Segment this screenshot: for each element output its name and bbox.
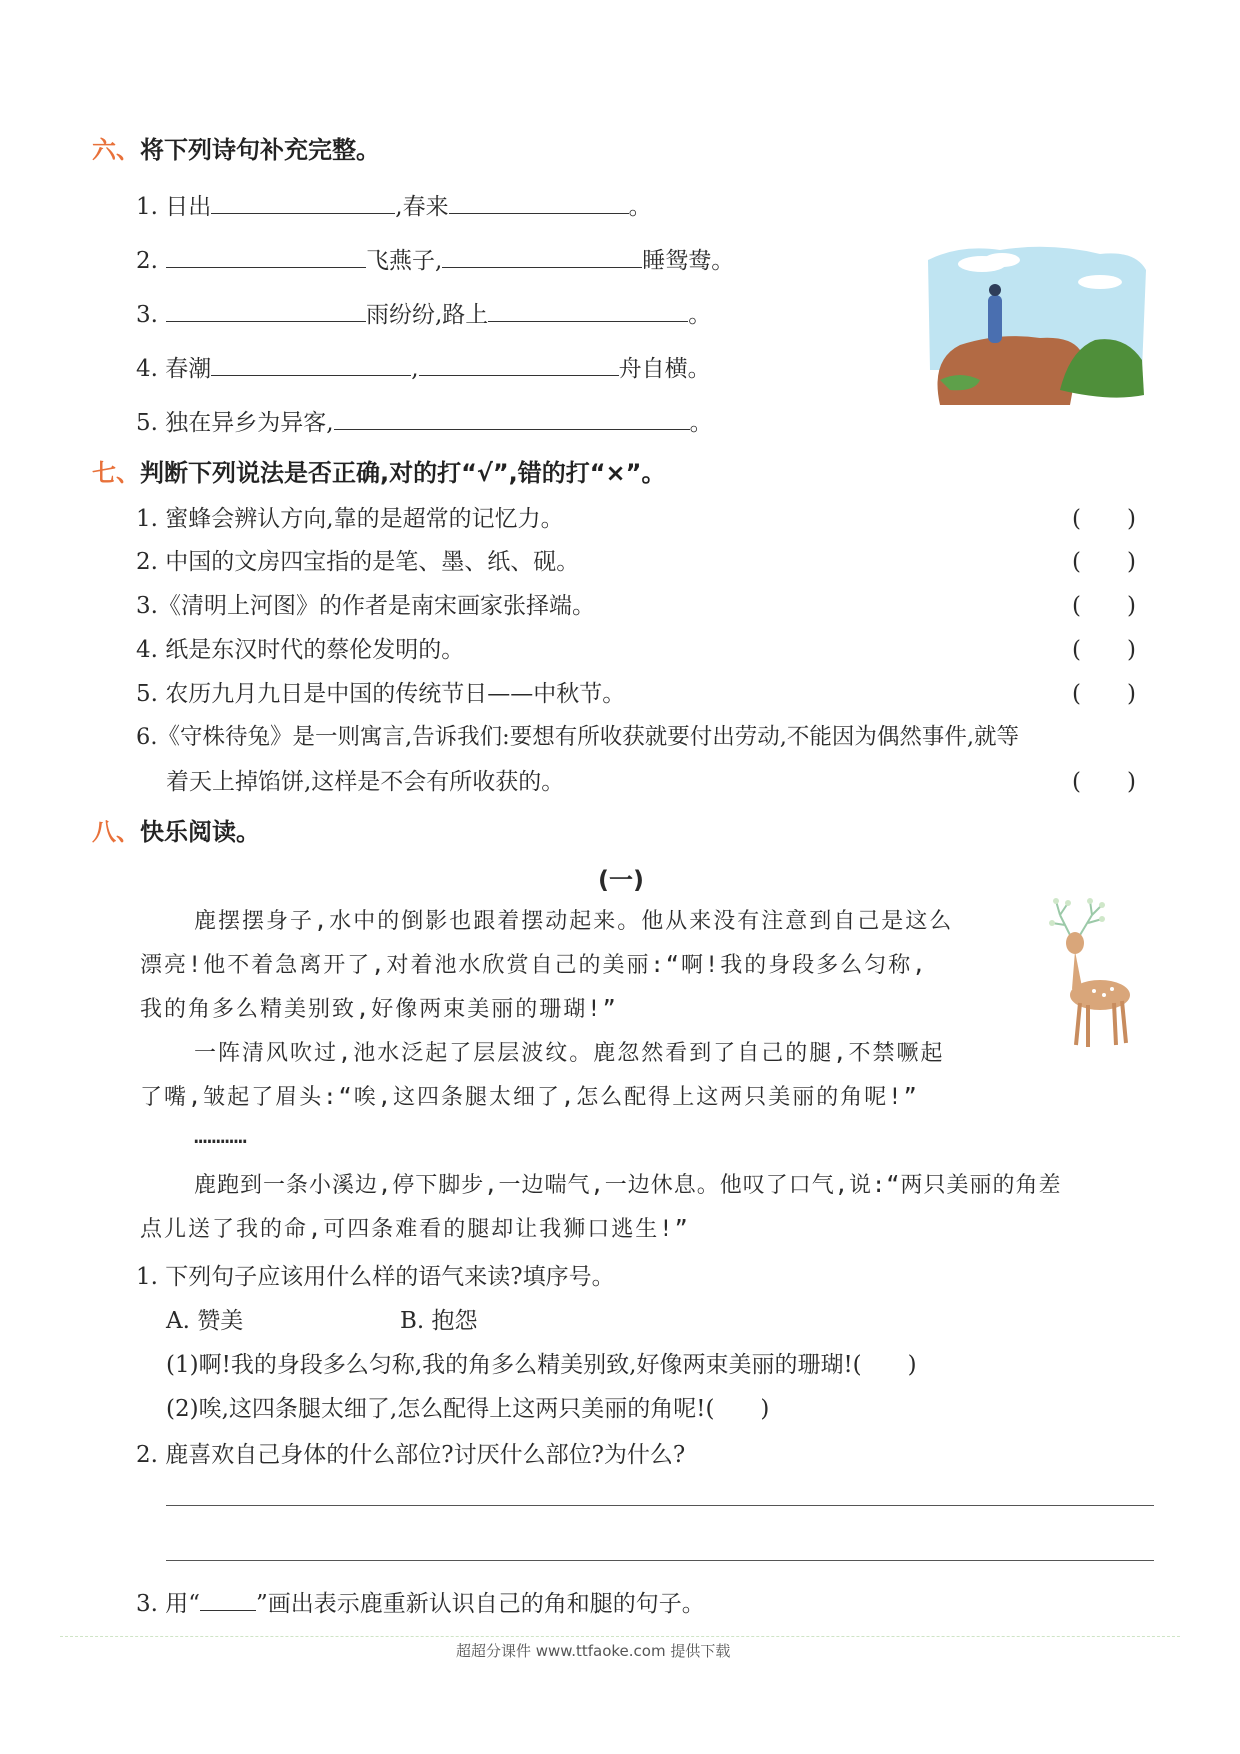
answer-blank[interactable]	[419, 353, 619, 376]
answer-line[interactable]	[166, 1505, 1154, 1506]
judge-item-5: 5. 农历九月九日是中国的传统节日——中秋节。	[136, 681, 626, 707]
section7-title: 判断下列说法是否正确,对的打“√”,错的打“×”。	[140, 459, 666, 487]
passage-line: 我的角多么精美别致,好像两束美丽的珊瑚!”	[140, 997, 618, 1022]
question-1-part2: (2)唉,这四条腿太细了,怎么配得上这两只美丽的角呢!( )	[166, 1396, 770, 1422]
question-3-text: 3. 用“	[136, 1591, 201, 1617]
answer-blank[interactable]	[442, 245, 642, 268]
poem-item-text: 1. 日出	[136, 194, 212, 220]
question-3	[136, 1585, 705, 1618]
answer-paren[interactable]: ( )	[1072, 681, 1136, 707]
section8-heading	[92, 812, 260, 847]
judge-item-2: 2. 中国的文房四宝指的是笔、墨、纸、砚。	[136, 549, 580, 575]
poem-item-text: 。	[688, 302, 712, 328]
section7-number: 七、	[92, 459, 140, 487]
poem-item-text: 雨纷纷,路上	[365, 302, 489, 328]
poem-item-text: 4. 春潮	[136, 356, 212, 382]
question-3-text: ”画出表示鹿重新认识自己的角和腿的句子。	[256, 1591, 705, 1617]
answer-blank[interactable]	[166, 299, 366, 322]
poem-item-2	[136, 242, 734, 275]
answer-paren[interactable]: ( )	[1072, 549, 1136, 575]
poem-item-text: 。	[628, 194, 652, 220]
section8-title: 快乐阅读。	[140, 818, 260, 846]
deer-illustration	[1030, 895, 1150, 1055]
question-2: 2. 鹿喜欢自己身体的什么部位?讨厌什么部位?为什么?	[136, 1442, 686, 1468]
underline-sample	[200, 1588, 256, 1611]
passage-line: 点儿送了我的命,可四条难看的腿却让我狮口逃生!”	[140, 1217, 690, 1242]
passage-line: 鹿摆摆身子,水中的倒影也跟着摆动起来。他从来没有注意到自己是这么	[194, 909, 954, 934]
answer-paren[interactable]: ( )	[1072, 506, 1136, 532]
judge-item-4: 4. 纸是东汉时代的蔡伦发明的。	[136, 637, 465, 663]
question-1-part1: (1)啊!我的身段多么匀称,我的角多么精美别致,好像两束美丽的珊瑚!( )	[166, 1352, 917, 1378]
poem-item-4	[136, 350, 711, 383]
poet-on-cliff-illustration	[920, 240, 1150, 405]
option-b: B. 抱怨	[400, 1308, 478, 1334]
footer-text: 超超分课件 www.ttfaoke.com 提供下载	[456, 1642, 731, 1660]
passage-title: (一)	[598, 866, 644, 894]
footer-divider	[60, 1636, 1180, 1637]
judge-item-1: 1. 蜜蜂会辨认方向,靠的是超常的记忆力。	[136, 506, 564, 532]
poem-item-text: ,	[411, 356, 419, 382]
answer-blank[interactable]	[166, 245, 366, 268]
poem-item-text: 。	[689, 410, 713, 436]
poem-item-text: 飞燕子,	[365, 248, 443, 274]
answer-blank[interactable]	[488, 299, 688, 322]
section6-number: 六、	[92, 136, 140, 164]
poem-item-3	[136, 296, 711, 329]
answer-blank[interactable]	[334, 407, 690, 430]
option-a: A. 赞美	[166, 1308, 244, 1334]
passage-ellipsis: …………	[194, 1124, 247, 1149]
passage-line: 漂亮!他不着急离开了,对着池水欣赏自己的美丽:“啊!我的身段多么匀称,	[140, 953, 928, 978]
passage-line: 了嘴,皱起了眉头:“唉,这四条腿太细了,怎么配得上这两只美丽的角呢!”	[140, 1085, 919, 1110]
poem-item-1	[136, 188, 652, 221]
answer-line[interactable]	[166, 1560, 1154, 1561]
poem-item-text: 舟自横。	[618, 356, 711, 382]
passage-line: 一阵清风吹过,池水泛起了层层波纹。鹿忽然看到了自己的腿,不禁噘起	[194, 1041, 945, 1066]
answer-paren[interactable]: ( )	[1072, 637, 1136, 663]
section6-heading	[92, 130, 380, 165]
judge-item-6: 6.《守株待兔》是一则寓言,告诉我们:要想有所收获就要付出劳动,不能因为偶然事件,就等	[136, 724, 1020, 750]
judge-item-3: 3.《清明上河图》的作者是南宋画家张择端。	[136, 593, 595, 619]
poem-item-5	[136, 404, 713, 437]
poem-item-text: ,春来	[395, 194, 449, 220]
poem-item-text: 5. 独在异乡为异客,	[136, 410, 334, 436]
section8-number: 八、	[92, 818, 140, 846]
question-1: 1. 下列句子应该用什么样的语气来读?填序号。	[136, 1264, 615, 1290]
answer-paren[interactable]: ( )	[1072, 593, 1136, 619]
answer-paren[interactable]: ( )	[1072, 769, 1136, 795]
poem-item-text: 睡鸳鸯。	[642, 248, 735, 274]
passage-line: 鹿跑到一条小溪边,停下脚步,一边喘气,一边休息。他叹了口气,说:“两只美丽的角差	[194, 1173, 1062, 1198]
section7-heading	[92, 453, 665, 488]
poem-item-text: 2.	[136, 248, 158, 274]
poem-item-text: 3.	[136, 302, 158, 328]
answer-blank[interactable]	[211, 353, 411, 376]
answer-blank[interactable]	[449, 191, 629, 214]
section6-title: 将下列诗句补充完整。	[140, 136, 380, 164]
judge-item-6-cont: 着天上掉馅饼,这样是不会有所收获的。	[166, 769, 565, 795]
answer-blank[interactable]	[211, 191, 395, 214]
